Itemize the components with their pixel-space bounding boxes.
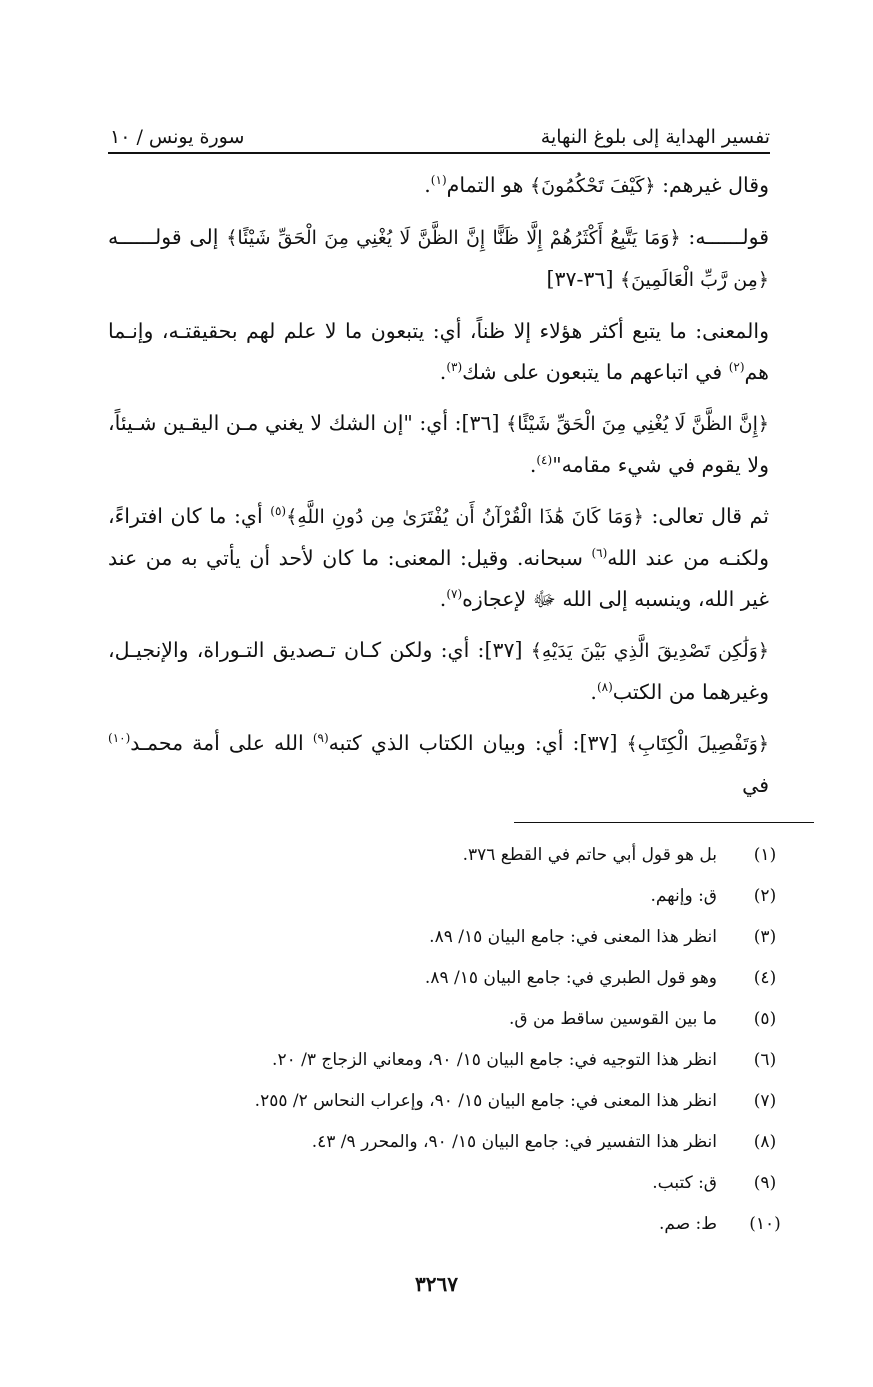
verse-reference: [٣٦-٣٧] <box>546 267 620 291</box>
footnote-item <box>108 968 813 1009</box>
quran-verse: ﴿وَتَفْصِيلَ الْكِتَابِ﴾ <box>626 733 770 755</box>
footnote-number: (١٠) <box>749 1214 781 1234</box>
footnote-number: (٤) <box>753 968 777 988</box>
paragraph-text: أي: ما كان افتراءً، ولكنـه من عند الله <box>108 504 770 570</box>
header-rule <box>108 152 770 154</box>
footnote-item <box>108 1173 813 1214</box>
footnote-item <box>108 886 813 927</box>
footnote-number: (٢) <box>753 886 777 906</box>
footnote-text: ما بين القوسين ساقط من ق. <box>508 1009 717 1029</box>
footnotes <box>108 845 813 1255</box>
quran-verse: ﴿كَيْفَ تَحْكُمُونَ﴾ <box>529 175 656 197</box>
paragraph-3 <box>108 311 769 393</box>
paragraph-7 <box>108 723 769 806</box>
footnote-number: (٥) <box>753 1009 777 1029</box>
book-title: تفسير الهداية إلى بلوغ النهاية <box>540 126 770 148</box>
paragraph-text: : أي: "إن الشك لا يغني مـن اليقـين شـيئاً، ولا يقوم في شيء مقامه" <box>108 411 769 477</box>
paragraph-text: : أي: وبيان الكتاب الذي كتبه <box>328 731 580 755</box>
paragraph-text: وقال غيرهم: <box>655 173 769 197</box>
paragraph-text: : أي: ولكن كـان تـصديق التـوراة، والإنجيـل، وغيرهما من الكتب <box>108 638 769 704</box>
paragraph-text: . <box>590 680 597 704</box>
footnote-number: (٦) <box>753 1050 777 1070</box>
paragraph-text: الله على أمة محمـد <box>130 731 313 755</box>
paragraph-5 <box>108 496 769 620</box>
quran-verse: ﴿وَمَا كَانَ هَٰذَا الْقُرْآنُ أَن يُفْتَرَىٰ مِن دُونِ اللَّهِ﴾ <box>286 506 644 528</box>
footnote-text: انظر هذا المعنى في: جامع البيان ١٥/ ٩٠، وإعراب النحاس ٢/ ٢٥٥. <box>254 1091 717 1111</box>
paragraph-text: . <box>424 173 431 197</box>
verse-reference: [٣٧] <box>579 731 627 755</box>
footnote-ref: (٥) <box>270 504 287 519</box>
footnote-item <box>108 1214 813 1255</box>
footnote-ref: (٢) <box>728 360 745 375</box>
footnote-number: (٩) <box>753 1173 777 1193</box>
footnote-ref: (١٠) <box>108 731 131 746</box>
paragraph-text: . <box>439 587 447 611</box>
footnote-ref: (٤) <box>536 453 553 468</box>
footnote-number: (٣) <box>753 927 777 947</box>
verse-reference: [٣٦] <box>461 411 507 435</box>
footnote-ref: (١) <box>430 173 447 188</box>
paragraph-6 <box>108 630 769 713</box>
footnote-ref: (٨) <box>596 680 613 695</box>
footnote-text: ط: صم. <box>658 1214 717 1234</box>
paragraph-text: إلى قولــــــه <box>108 225 227 249</box>
paragraph-4 <box>108 403 769 486</box>
footnote-separator <box>514 822 814 823</box>
footnote-ref: (٣) <box>446 360 463 375</box>
footnote-text: انظر هذا التفسير في: جامع البيان ١٥/ ٩٠، والمحرر ٩/ ٤٣. <box>311 1132 717 1152</box>
footnote-number: (١) <box>753 845 777 865</box>
paragraph-text: سبحانه. وقيل: المعنى: ما كان لأحد أن يأتي به من عند غير الله، وينسبه إلى الله ﷻ لإعجازه <box>108 546 769 611</box>
footnote-item <box>108 927 813 968</box>
main-text <box>108 165 769 816</box>
paragraph-1 <box>108 165 769 207</box>
paragraph-2 <box>108 217 769 301</box>
quran-verse: ﴿وَمَا يَتَّبِعُ أَكْثَرُهُمْ إِلَّا ظَنًّا إِنَّ الظَّنَّ لَا يُغْنِي مِنَ الْحَقِّ شَيْئًا﴾ <box>226 227 681 249</box>
footnote-item <box>108 1009 813 1050</box>
footnote-item <box>108 845 813 886</box>
surah-label: سورة يونس / ١٠ <box>110 126 245 148</box>
footnote-text: وهو قول الطبري في: جامع البيان ١٥/ ٨٩. <box>424 968 717 988</box>
footnote-item <box>108 1091 813 1132</box>
quran-verse: ﴿مِن رَّبِّ الْعَالَمِينَ﴾ <box>619 269 769 291</box>
quran-verse: ﴿إِنَّ الظَّنَّ لَا يُغْنِي مِنَ الْحَقِّ شَيْئًا﴾ <box>506 413 769 435</box>
paragraph-text: قولــــــه: <box>680 225 769 249</box>
footnote-ref: (٦) <box>591 546 608 561</box>
footnote-text: انظر هذا التوجيه في: جامع البيان ١٥/ ٩٠، ومعاني الزجاج ٣/ ٢٠. <box>272 1050 717 1070</box>
paragraph-text: . <box>529 453 537 477</box>
paragraph-text: والمعنى: ما يتبع أكثر هؤلاء إلا ظناً، أي: يتبعون ما لا علم لهم بحقيقتـه، وإنـما هم <box>108 319 769 384</box>
footnote-item <box>108 1050 813 1091</box>
paragraph-text: هو التمام <box>446 173 530 197</box>
paragraph-text: . <box>439 360 447 384</box>
running-head <box>110 112 770 148</box>
footnote-item <box>108 1132 813 1173</box>
footnote-ref: (٧) <box>446 587 463 602</box>
footnote-ref: (٩) <box>312 731 329 746</box>
paragraph-text: في <box>742 773 769 797</box>
footnote-number: (٨) <box>753 1132 777 1152</box>
paragraph-text: ثم قال تعالى: <box>643 504 770 528</box>
footnote-text: ق: وإنهم. <box>650 886 717 906</box>
page-number: ٣٢٦٧ <box>415 1272 458 1296</box>
quran-verse: ﴿وَلَٰكِن تَصْدِيقَ الَّذِي بَيْنَ يَدَيْهِ﴾ <box>530 640 769 662</box>
footnote-number: (٧) <box>753 1091 777 1111</box>
footnote-text: انظر هذا المعنى في: جامع البيان ١٥/ ٨٩. <box>429 927 717 947</box>
footnote-text: بل هو قول أبي حاتم في القطع ٣٧٦. <box>462 845 717 865</box>
verse-reference: [٣٧] <box>484 638 531 662</box>
paragraph-text: في اتباعهم ما يتبعون على شك <box>462 360 729 384</box>
footnote-text: ق: كتبب. <box>652 1173 717 1193</box>
